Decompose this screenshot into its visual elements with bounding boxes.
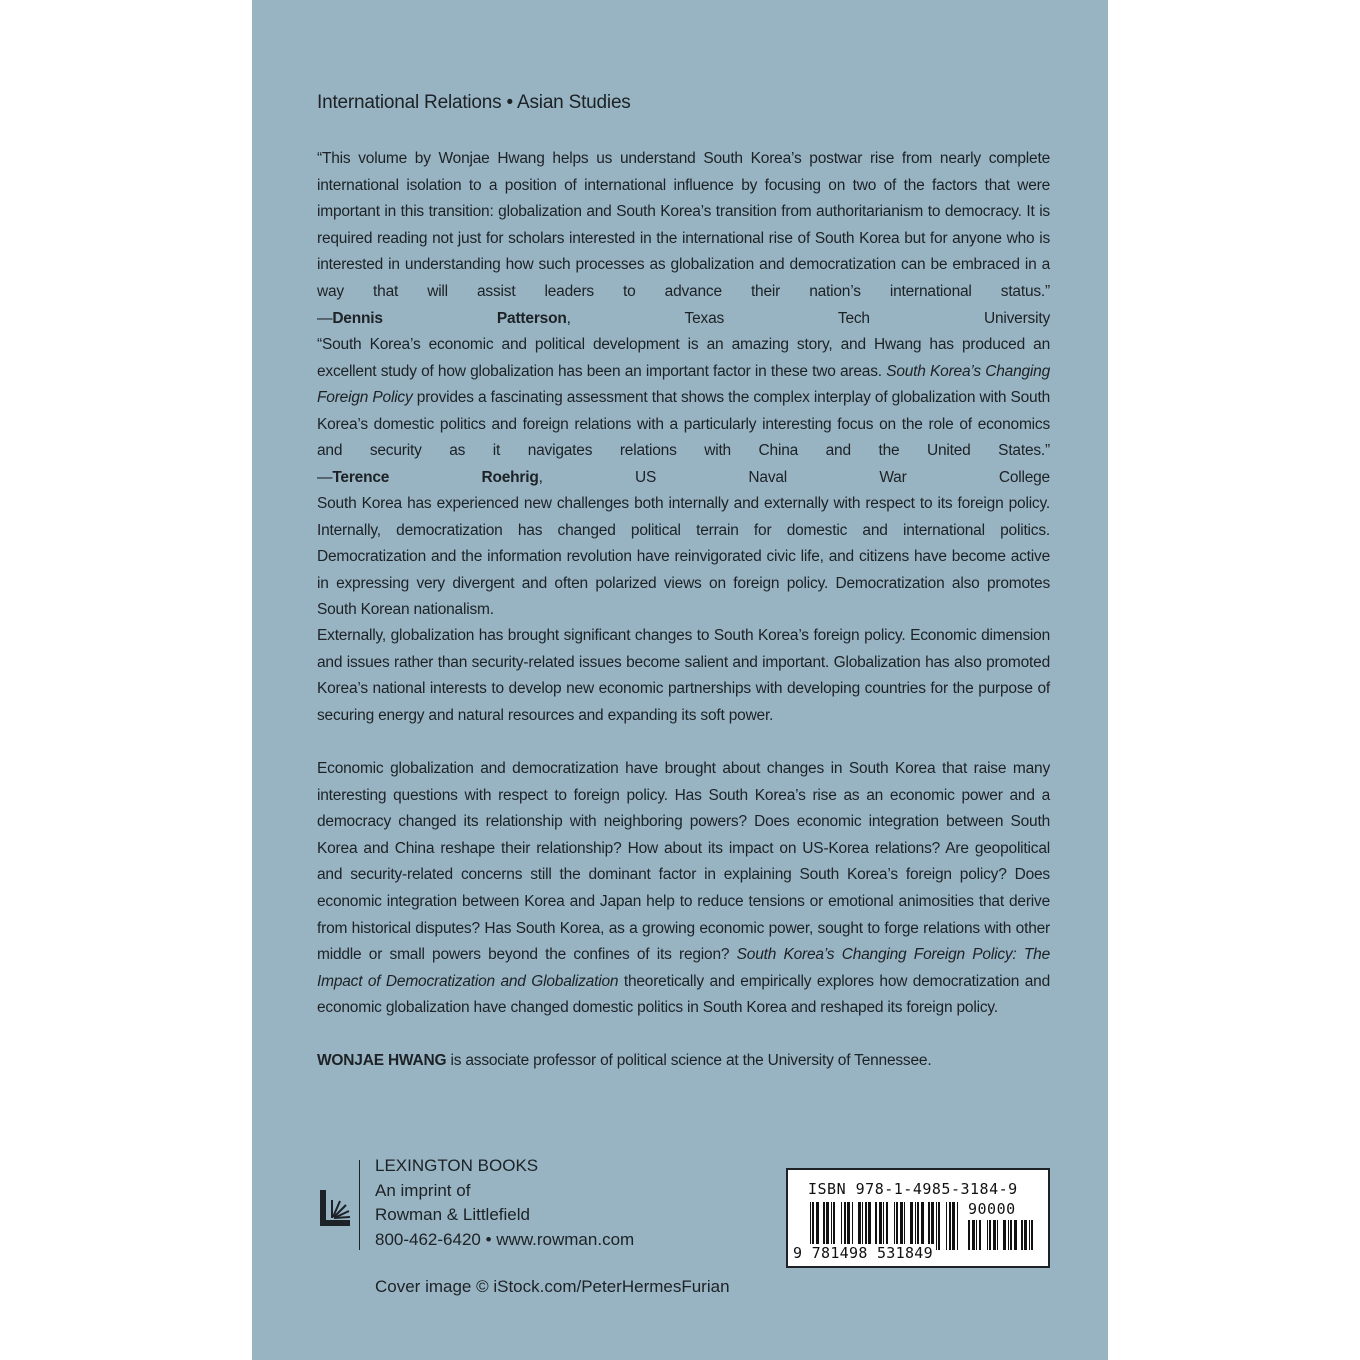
cover-credit: Cover image © iStock.com/PeterHermesFurian — [375, 1277, 730, 1296]
publisher-divider — [359, 1160, 360, 1250]
description-paragraph-3: Economic globalization and democratization have brought about changes in South Korea that raise many interesting questions with respect to foreign policy. Has South Korea’s rise as an economic power and a democracy changed its relationship with neighboring powers? Does economic integration between South Korea and China reshape their relationship? How about its impact on US-Korea relations? Are geopolitical and security-related concerns still the dominant factor in explaining South Korea’s foreign policy? Does economic integration between Korea and Japan help to reduce tensions or emotional animosities that derive from historical disputes? Has South Korea, as a growing economic power, sought to forge relations with other middle or small powers beyond the confines of its region? South Korea’s Changing Foreign Policy: The Impact of Democratization and Globalization theoretically and empirically explores how democratization and economic globalization have changed domestic politics in South Korea and reshaped its foreign policy. — [317, 760, 1050, 1017]
subject-category: International Relations • Asian Studies — [317, 92, 631, 113]
quote-1-attribution: —Dennis Patterson, Texas Tech University — [317, 309, 1050, 327]
quote-1-affiliation: , Texas Tech University — [566, 309, 1050, 327]
parent-publisher: Rowman & Littlefield — [375, 1205, 530, 1224]
ean-barcode-bars — [810, 1202, 960, 1250]
author-name: WONJAE HWANG — [317, 1052, 447, 1069]
publisher-contact: 800-462-6420 • www.rowman.com — [375, 1229, 635, 1249]
publisher-block — [375, 1154, 634, 1252]
author-bio: WONJAE HWANG is associate professor of political science at the University of Tennessee. — [317, 1052, 932, 1069]
endorsement-quote-2: “South Korea’s economic and political development is an amazing story, and Hwang has produced an excellent study of how globalization has been an important factor in these two areas. South Korea’s Changing Foreign Policy provides a fascinating assessment that shows the complex interplay of globalization with South Korea’s domestic politics and foreign relations with a particularly interesting focus on the role of economics and security as it navigates relations with China and the United States.” —Terence Roehrig, US Naval War College — [317, 336, 1050, 486]
quote-2-affiliation: , US Naval War College — [538, 468, 1050, 486]
book-title-italic: South Korea’s Changing Foreign Policy — [317, 362, 1050, 407]
quote-1-text: “This volume by Wonjae Hwang helps us understand South Korea’s postwar rise from nearly complete international isolation to a position of international influence by focusing on two of the factors that were important in this transition: globalization and South Korea’s transition from authoritarianism to democracy. It is required reading not just for scholars interested in the international rise of South Korea but for anyone who is interested in understanding how such processes as globalization and democratization can be embraced in a way that will assist leaders to advance their nation’s international status.” — [317, 150, 1050, 300]
endorsement-quote-1 — [317, 146, 1050, 332]
ean-digits: 9 781498 531849 — [793, 1244, 933, 1262]
quote-2-attribution: —Terence Roehrig, US Naval War College — [317, 468, 1050, 486]
price-code: 90000 — [968, 1200, 1016, 1218]
description-paragraph-2: Externally, globalization has brought significant changes to South Korea’s foreign policy. Economic dimension and issues rather than security-related issues become salient and important. Globalization has also promoted Korea’s national interests to develop new economic partnerships with developing countries for the purpose of securing energy and natural resources and expanding its soft power. — [317, 627, 1050, 724]
quote-2-name: Terence Roehrig — [332, 468, 539, 486]
full-book-title-italic: South Korea’s Changing Foreign Policy: The Impact of Democratization and Globalization — [317, 946, 1050, 990]
publisher-name: LEXINGTON BOOKS — [375, 1156, 539, 1175]
quote-1-name: Dennis Patterson — [332, 309, 567, 327]
imprint-line: An imprint of — [375, 1180, 471, 1200]
isbn-number: ISBN 978-1-4985-3184-9 — [808, 1180, 1018, 1198]
publisher-logo-icon — [318, 1188, 352, 1228]
price-barcode-bars — [966, 1220, 1036, 1250]
isbn-barcode — [786, 1168, 1050, 1268]
description-paragraph-1: South Korea has experienced new challenges both internally and externally with respect to its foreign policy. Internally, democratization has changed political terrain for domestic and international politics. Democratization and the information revolution have reinvigorated civic life, and citizens have become active in expressing very divergent and often polarized views on foreign policy. Democratization also promotes South Korean nationalism. — [317, 495, 1050, 619]
